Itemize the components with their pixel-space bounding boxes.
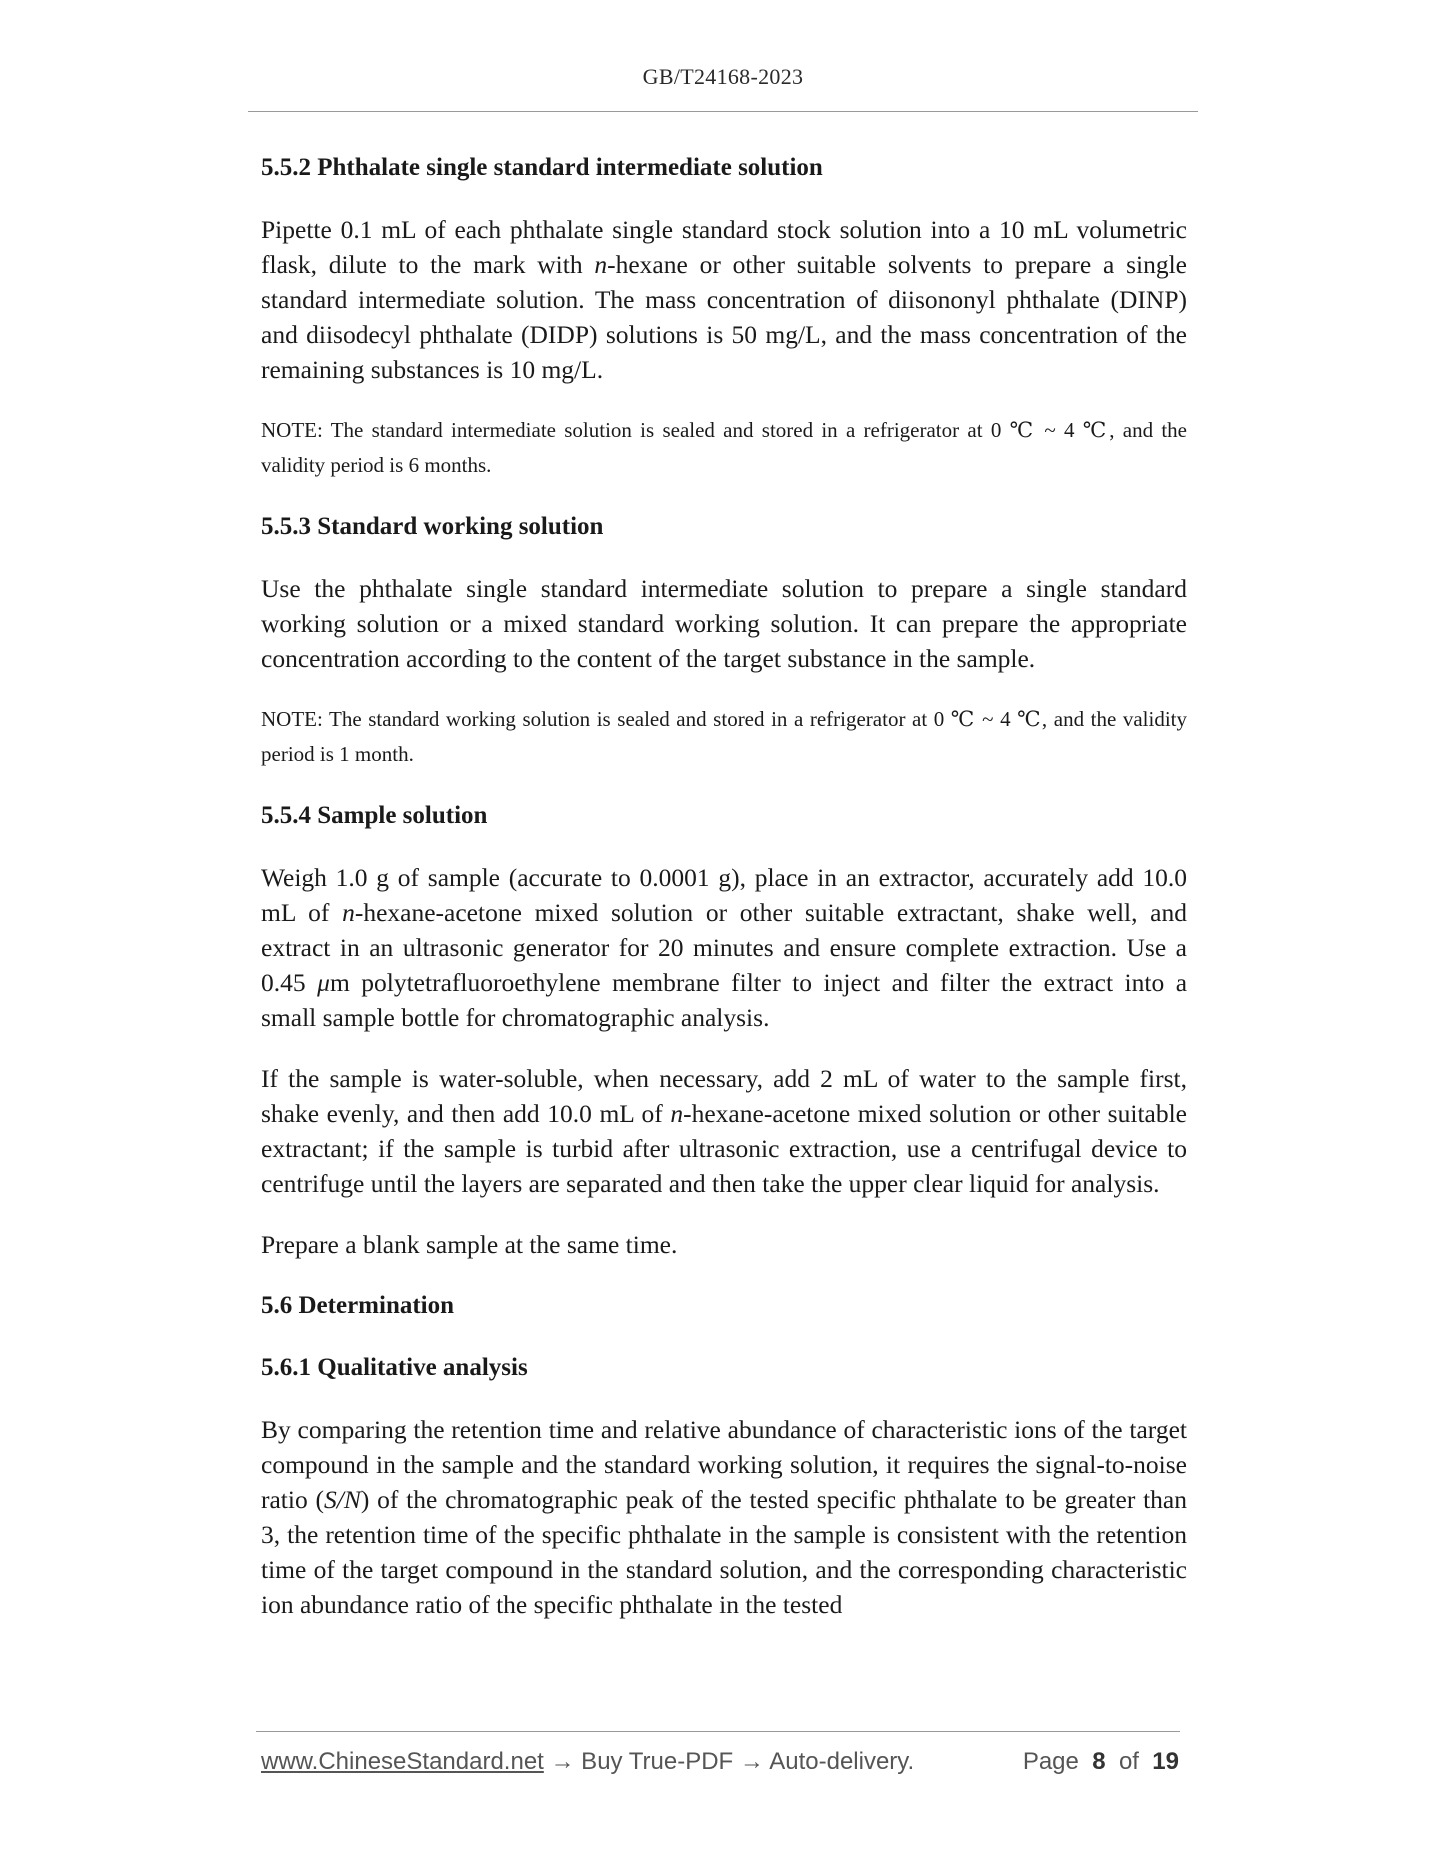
section-heading-5-6: 5.6 Determination [261, 1292, 455, 1319]
document-id-header: GB/T24168-2023 [642, 64, 804, 89]
paragraph-5-5-2: Pipette 0.1 mL of each phthalate single standard stock solution into a 10 mL volumetric flask, dilute to the mark with n-hexane or other suitable solvents to prepare a single standard intermediate solution. The mass concentration of diisononyl phthalate (DINP) and diisodecyl phthalate (DIDP) solutions is 50 mg/L, and the mass concentration of the remaining substances is 10 mg/L. [261, 215, 1188, 384]
chinesestandard-link[interactable]: www.ChineseStandard.net [261, 1748, 544, 1775]
page-footer [261, 1748, 1179, 1776]
section-heading-5-6-1: 5.6.1 Qualitative analysis [261, 1354, 528, 1381]
paragraph-5-5-4-water-soluble: If the sample is water-soluble, when necessary, add 2 mL of water to the sample first, shake evenly, and then add 10.0 mL of n-hexane-acetone mixed solution or other suitable extractant; if the sample is turbid after ultrasonic extraction, use a centrifugal device to centrifuge until the layers are separated and then take the upper clear liquid for analysis. [261, 1064, 1187, 1198]
page-body [261, 150, 1187, 1622]
page-indicator: Page 8 of 19 [1022, 1748, 1179, 1775]
header-divider [248, 111, 1198, 112]
footer-promo [261, 1748, 914, 1776]
section-heading-5-5-2: 5.5.2 Phthalate single standard intermediate solution [261, 154, 823, 181]
footer-divider [256, 1731, 1180, 1732]
note-5-5-2: NOTE: The standard intermediate solution is sealed and stored in a refrigerator at 0 ℃ ~ 4 ℃, and the validity period is 6 months. [261, 418, 1187, 477]
paragraph-5-5-4-blank: Prepare a blank sample at the same time. [261, 1230, 678, 1259]
current-page-number: 8 [1092, 1748, 1106, 1775]
section-heading-5-5-4: 5.5.4 Sample solution [261, 802, 488, 829]
total-page-number: 19 [1152, 1748, 1179, 1775]
paragraph-5-5-3: Use the phthalate single standard intermediate solution to prepare a single standard working solution or a mixed standard working solution. It can prepare the appropriate concentration according to the content of the target substance in the sample. [261, 574, 1187, 673]
footer-promo-text: → Buy True-PDF → Auto-delivery. [543, 1748, 915, 1775]
paragraph-5-5-4-weigh: Weigh 1.0 g of sample (accurate to 0.0001 g), place in an extractor, accurately add 10.0 mL of n-hexane-acetone mixed solution or other suitable extractant, shake well, and extract in an ultrasonic generator for 20 minutes and ensure complete extraction. Use a 0.45 μm polytetrafluoroethylene membrane filter to inject and filter the extract into a small sample bottle for chromatographic analysis. [261, 863, 1188, 1032]
section-heading-5-5-3: 5.5.3 Standard working solution [261, 513, 604, 540]
paragraph-5-6-1: By comparing the retention time and relative abundance of characteristic ions of the target compound in the sample and the standard working solution, it requires the signal-to-noise ratio (S/N) of the chromatographic peak of the tested specific phthalate to be greater than 3, the retention time of the specific phthalate in the sample is consistent with the retention time of the target compound in the standard solution, and the corresponding characteristic ion abundance ratio of the specific phthalate in the tested [261, 1415, 1187, 1619]
note-5-5-3: NOTE: The standard working solution is sealed and stored in a refrigerator at 0 ℃ ~ 4 ℃, and the validity period is 1 month. [261, 707, 1187, 766]
